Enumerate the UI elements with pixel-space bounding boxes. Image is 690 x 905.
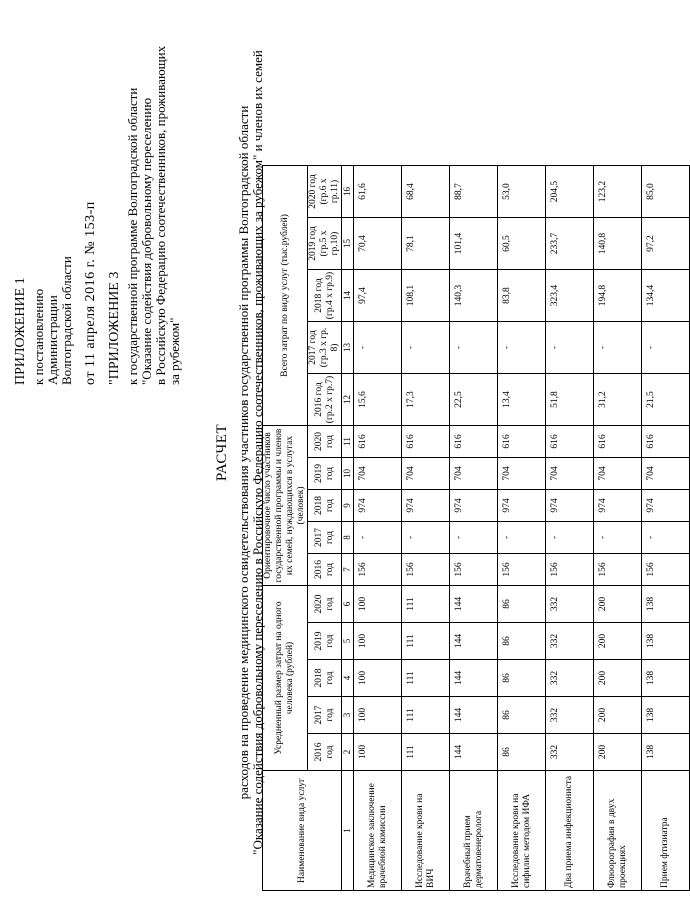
value-cell: 616 <box>450 426 498 458</box>
value-cell: 332 <box>546 586 594 623</box>
value-cell: - <box>546 522 594 554</box>
value-cell: 144 <box>450 586 498 623</box>
value-cell: 704 <box>450 458 498 490</box>
value-cell: 100 <box>354 623 402 660</box>
column-number: 10 <box>342 458 354 490</box>
value-cell: - <box>498 522 546 554</box>
decree-date: от 11 апреля 2016 г. № 153-п <box>83 201 98 385</box>
count-year-header-2: 2018 год <box>308 490 342 522</box>
cost-year-header-2: 2018 год <box>308 660 342 697</box>
value-cell: 200 <box>594 586 642 623</box>
value-cell: 233,7 <box>546 218 594 270</box>
value-cell: 200 <box>594 623 642 660</box>
count-year-header-1: 2017 год <box>308 522 342 554</box>
value-cell: 86 <box>498 623 546 660</box>
value-cell: 17,3 <box>402 374 450 426</box>
value-cell: - <box>402 322 450 374</box>
document-title-block <box>215 20 265 885</box>
column-number: 15 <box>342 218 354 270</box>
value-cell: 86 <box>498 734 546 771</box>
value-cell: 704 <box>498 458 546 490</box>
value-cell: - <box>450 322 498 374</box>
service-name-cell: Флюорография в двух проекциях <box>594 771 642 891</box>
value-cell: 21,5 <box>642 374 690 426</box>
total-year-header-3: 2019 год (гр.5 х гр.10) <box>308 218 342 270</box>
value-cell: 332 <box>546 734 594 771</box>
value-cell: 332 <box>546 660 594 697</box>
service-name-cell: Исследование крови на сифилис методом ИФА <box>498 771 546 891</box>
value-cell: 156 <box>450 554 498 586</box>
value-cell: 100 <box>354 697 402 734</box>
value-cell: - <box>354 522 402 554</box>
value-cell: 138 <box>642 697 690 734</box>
column-number: 16 <box>342 166 354 218</box>
total-year-header-4: 2020 год (гр.6 х гр.11) <box>308 166 342 218</box>
value-cell: 138 <box>642 623 690 660</box>
column-number: 14 <box>342 270 354 322</box>
count-year-header-3: 2019 год <box>308 458 342 490</box>
value-cell: 108,1 <box>402 270 450 322</box>
value-cell: 53,0 <box>498 166 546 218</box>
value-cell: 51,8 <box>546 374 594 426</box>
value-cell: 200 <box>594 734 642 771</box>
cost-year-header-1: 2017 год <box>308 697 342 734</box>
table-row <box>594 166 642 891</box>
column-number: 8 <box>342 522 354 554</box>
column-number: 5 <box>342 623 354 660</box>
value-cell: 194,8 <box>594 270 642 322</box>
value-cell: 156 <box>642 554 690 586</box>
total-year-header-2: 2018 год (гр.4 х гр.9) <box>308 270 342 322</box>
administration-label: Администрации <box>45 295 60 385</box>
value-cell: 97,2 <box>642 218 690 270</box>
value-cell: 123,2 <box>594 166 642 218</box>
title-line-2: "Оказание содействия добровольному переселению в Российскую Федерацию соотечественников, проживающих за рубежом" и членов их семей <box>250 50 265 855</box>
value-cell: 704 <box>546 458 594 490</box>
value-cell: 111 <box>402 660 450 697</box>
value-cell: 13,4 <box>498 374 546 426</box>
value-cell: 704 <box>642 458 690 490</box>
header-count-group: Ориентировочное число участников государственной программы и членов их семей, нуждающихся в услугах (человек) <box>263 426 308 586</box>
value-cell: - <box>546 322 594 374</box>
value-cell: 616 <box>546 426 594 458</box>
value-cell: 140,8 <box>594 218 642 270</box>
value-cell: 974 <box>642 490 690 522</box>
value-cell: 332 <box>546 697 594 734</box>
value-cell: 111 <box>402 734 450 771</box>
value-cell: 86 <box>498 697 546 734</box>
value-cell: 156 <box>354 554 402 586</box>
count-year-header-4: 2020 год <box>308 426 342 458</box>
table-body <box>354 166 690 891</box>
value-cell: 974 <box>594 490 642 522</box>
value-cell: 70,4 <box>354 218 402 270</box>
value-cell: 974 <box>402 490 450 522</box>
value-cell: 101,4 <box>450 218 498 270</box>
value-cell: 111 <box>402 586 450 623</box>
value-cell: - <box>450 522 498 554</box>
cost-year-header-0: 2016 год <box>308 734 342 771</box>
value-cell: 974 <box>546 490 594 522</box>
title-line-1: расходов на проведение медицинского освидетельствования участников государственной программы Волгоградской области <box>236 105 251 800</box>
value-cell: 200 <box>594 660 642 697</box>
value-cell: 61,6 <box>354 166 402 218</box>
value-cell: - <box>594 522 642 554</box>
value-cell: 144 <box>450 697 498 734</box>
value-cell: 156 <box>546 554 594 586</box>
value-cell: 332 <box>546 623 594 660</box>
total-year-header-0: 2016 год (гр.2 х гр.7) <box>308 374 342 426</box>
value-cell: 156 <box>402 554 450 586</box>
table-row <box>450 166 498 891</box>
value-cell: 138 <box>642 734 690 771</box>
value-cell: 204,5 <box>546 166 594 218</box>
value-cell: 88,7 <box>450 166 498 218</box>
value-cell: 111 <box>402 623 450 660</box>
column-number: 9 <box>342 490 354 522</box>
value-cell: 111 <box>402 697 450 734</box>
value-cell: 85,0 <box>642 166 690 218</box>
service-name-cell: Врачебный прием дерматовенеролога <box>450 771 498 891</box>
value-cell: 86 <box>498 660 546 697</box>
value-cell: 140,3 <box>450 270 498 322</box>
column-number: 7 <box>342 554 354 586</box>
table-row <box>354 166 402 891</box>
program-reference: к государственной программе Волгоградской области "Оказание содействия добровольному переселению в Российскую Федерацию соотечественников, проживающих за рубежом" <box>125 45 182 385</box>
column-number: 2 <box>342 734 354 771</box>
cost-year-header-3: 2019 год <box>308 623 342 660</box>
value-cell: 323,4 <box>546 270 594 322</box>
value-cell: 68,4 <box>402 166 450 218</box>
value-cell: 138 <box>642 660 690 697</box>
value-cell: 974 <box>450 490 498 522</box>
value-cell: 15,6 <box>354 374 402 426</box>
value-cell: 156 <box>498 554 546 586</box>
appendix-3-label: "ПРИЛОЖЕНИЕ 3 <box>107 271 122 385</box>
value-cell: - <box>642 522 690 554</box>
value-cell: 156 <box>594 554 642 586</box>
value-cell: 200 <box>594 697 642 734</box>
column-number-row <box>342 166 354 891</box>
value-cell: - <box>402 522 450 554</box>
value-cell: 78,1 <box>402 218 450 270</box>
value-cell: 60,5 <box>498 218 546 270</box>
header-cost-group: Усредненный размер затрат на одного человека (рублей) <box>263 586 308 771</box>
appendix-1-label: ПРИЛОЖЕНИЕ 1 <box>13 277 28 385</box>
value-cell: 704 <box>402 458 450 490</box>
count-year-header-0: 2016 год <box>308 554 342 586</box>
service-name-cell: Медицинское заключение врачебной комиссии <box>354 771 402 891</box>
header-service-name: Наименование вида услуг <box>263 771 342 891</box>
column-number: 6 <box>342 586 354 623</box>
value-cell: 616 <box>402 426 450 458</box>
value-cell: 100 <box>354 734 402 771</box>
decree-label: к постановлению <box>31 288 46 385</box>
region-label: Волгоградской области <box>59 256 74 385</box>
value-cell: - <box>594 322 642 374</box>
service-name-cell: Два приема инфекциониста <box>546 771 594 891</box>
column-number: 11 <box>342 426 354 458</box>
service-name-cell: Прием фтизиатра <box>642 771 690 891</box>
value-cell: 616 <box>642 426 690 458</box>
value-cell: - <box>642 322 690 374</box>
value-cell: 83,8 <box>498 270 546 322</box>
header-total-group: Всего затрат по виду услуг (тыс.рублей) <box>263 166 308 426</box>
value-cell: 31,2 <box>594 374 642 426</box>
column-number: 3 <box>342 697 354 734</box>
service-name-cell: Исследование крови на ВИЧ <box>402 771 450 891</box>
appendix-header <box>14 25 182 385</box>
value-cell: 616 <box>594 426 642 458</box>
cost-table <box>262 165 690 891</box>
value-cell: 134,4 <box>642 270 690 322</box>
value-cell: 704 <box>354 458 402 490</box>
table-row <box>498 166 546 891</box>
document-title: РАСЧЕТ <box>214 423 230 482</box>
value-cell: 616 <box>354 426 402 458</box>
value-cell: 100 <box>354 586 402 623</box>
value-cell: 704 <box>594 458 642 490</box>
value-cell: - <box>354 322 402 374</box>
value-cell: 616 <box>498 426 546 458</box>
value-cell: 144 <box>450 623 498 660</box>
total-year-header-1: 2017 год (гр.3 х гр. 8) <box>308 322 342 374</box>
value-cell: 144 <box>450 734 498 771</box>
table-row <box>642 166 690 891</box>
value-cell: 138 <box>642 586 690 623</box>
column-number: 12 <box>342 374 354 426</box>
value-cell: - <box>498 322 546 374</box>
column-number: 1 <box>342 771 354 891</box>
cost-year-header-4: 2020 год <box>308 586 342 623</box>
value-cell: 22,5 <box>450 374 498 426</box>
value-cell: 144 <box>450 660 498 697</box>
column-number: 13 <box>342 322 354 374</box>
column-number: 4 <box>342 660 354 697</box>
value-cell: 86 <box>498 586 546 623</box>
value-cell: 974 <box>354 490 402 522</box>
table-row <box>546 166 594 891</box>
table-row <box>402 166 450 891</box>
value-cell: 974 <box>498 490 546 522</box>
value-cell: 100 <box>354 660 402 697</box>
value-cell: 97,4 <box>354 270 402 322</box>
